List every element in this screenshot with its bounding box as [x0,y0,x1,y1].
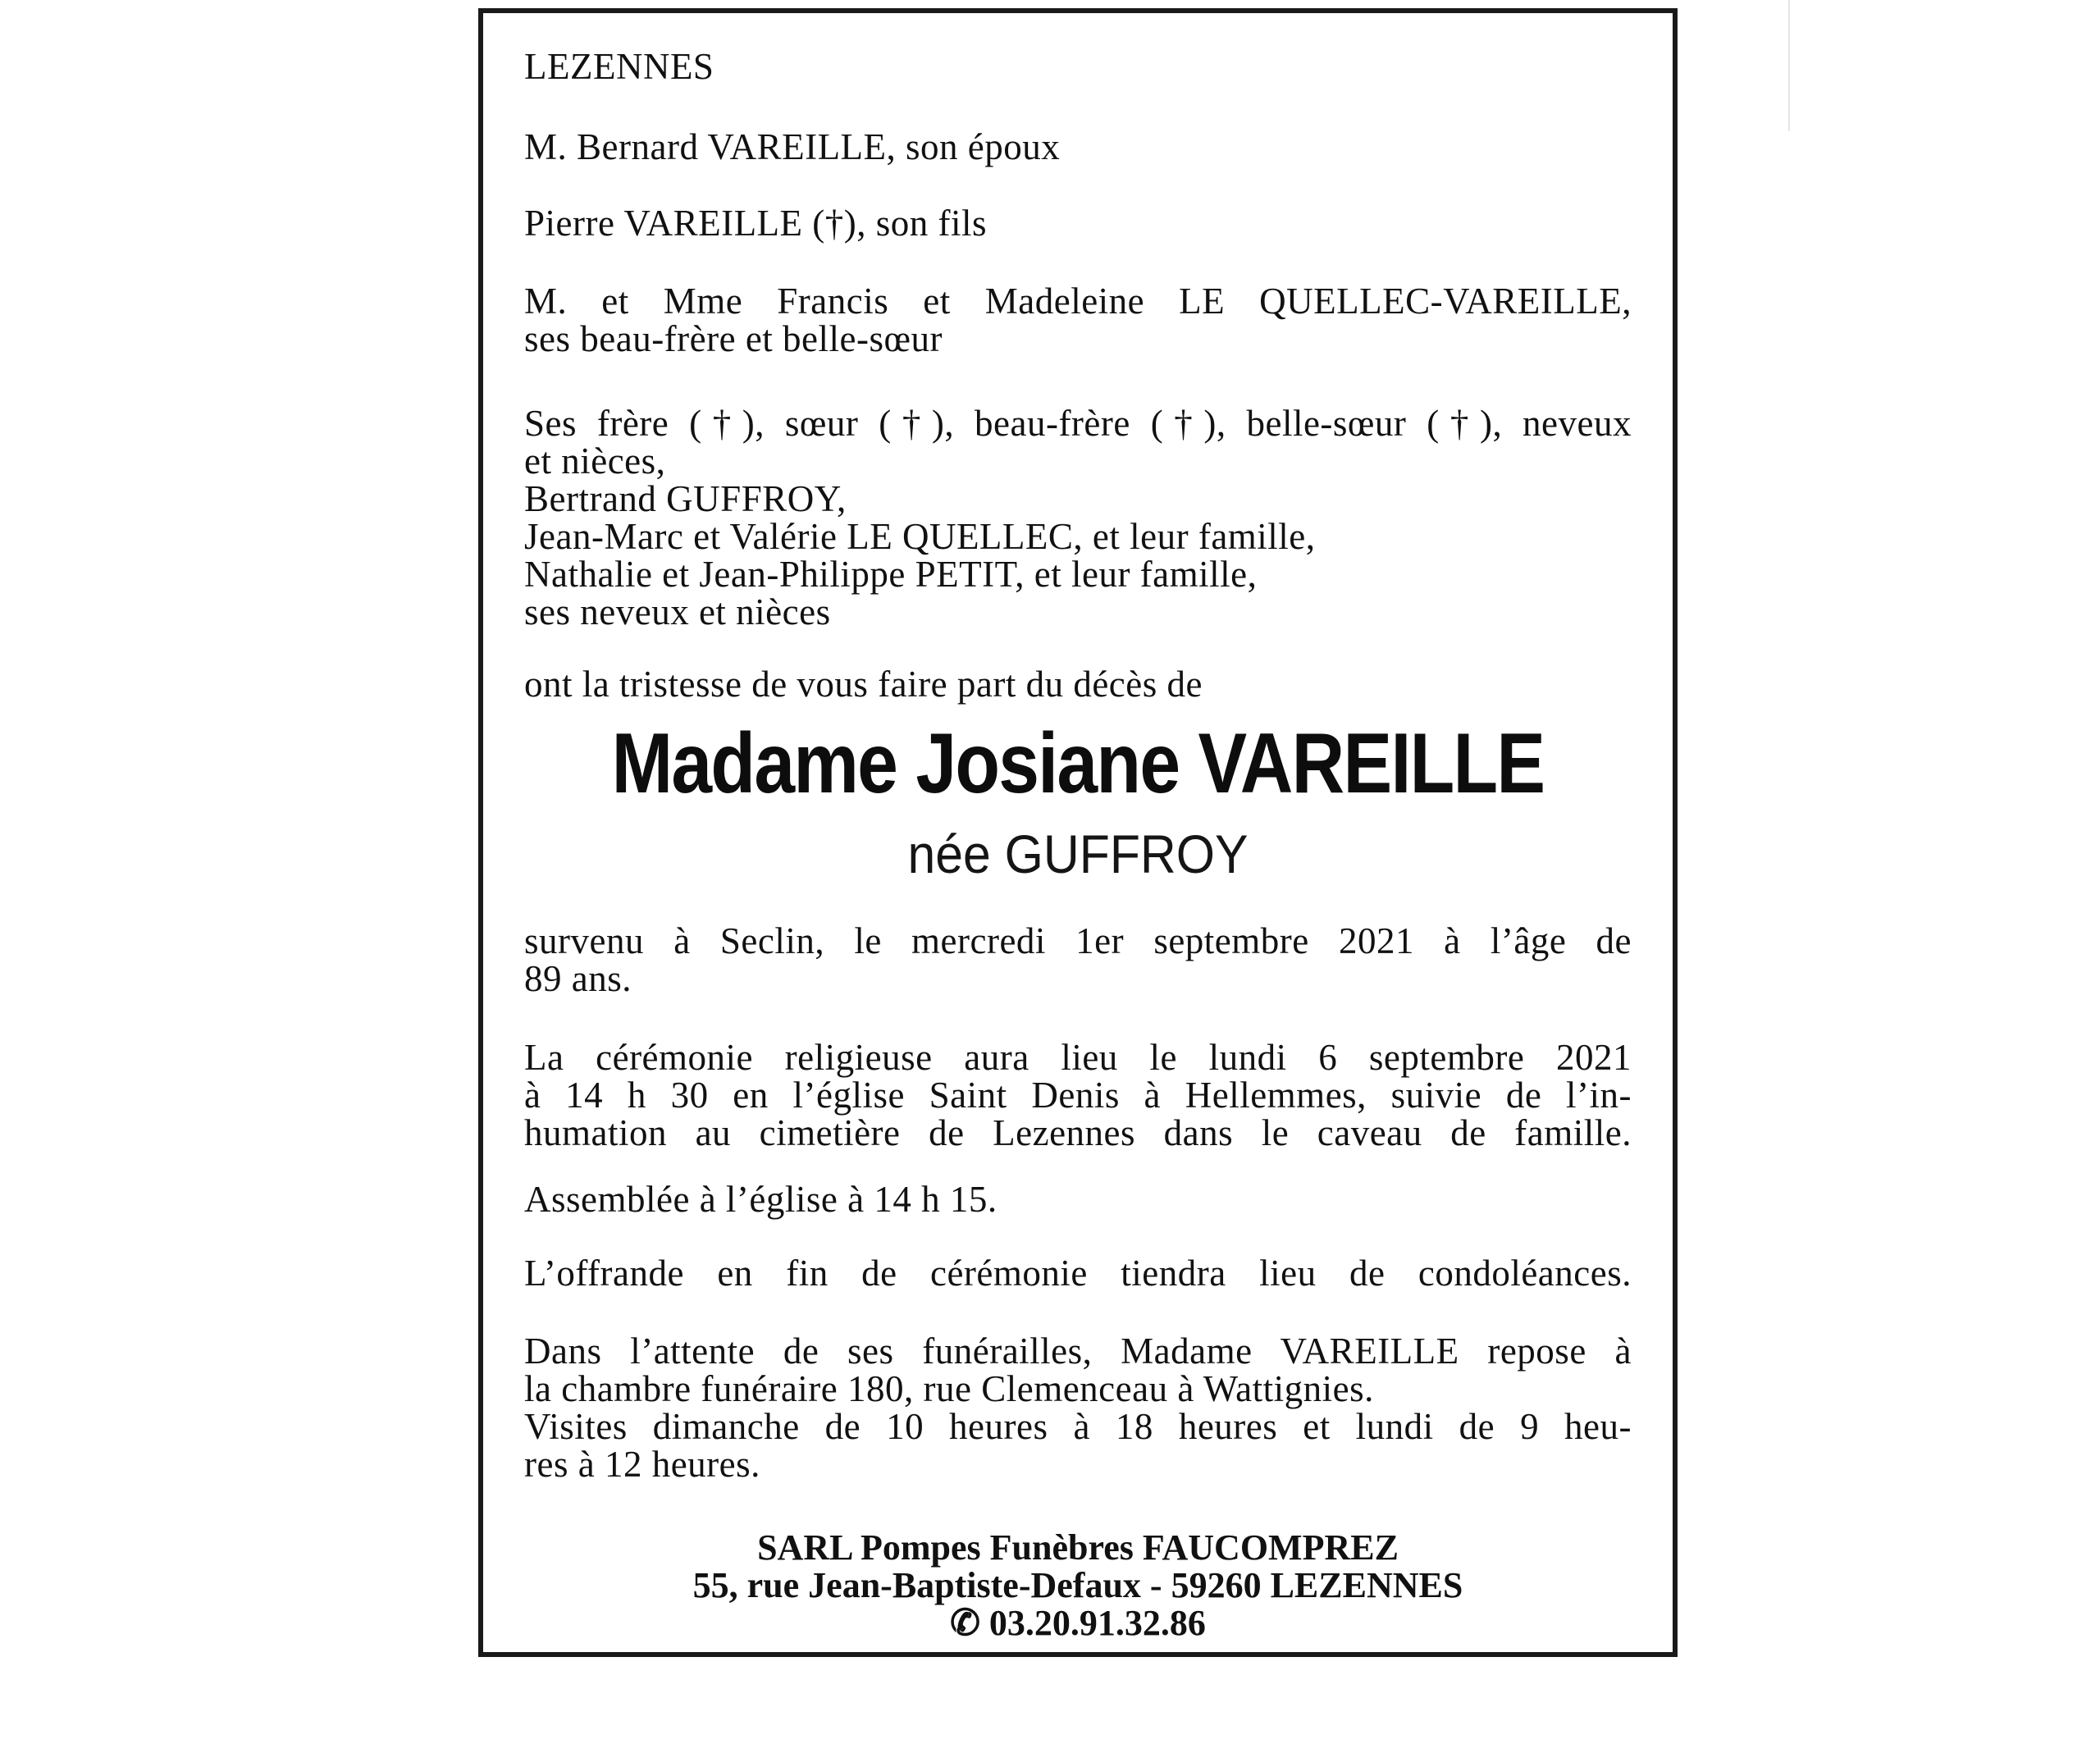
nephew-line-2: Jean-Marc et Valérie LE QUELLEC, et leur famille, [524,516,1316,557]
assembly-line: Assemblée à l’église à 14 h 15. [524,1179,998,1220]
family-block [524,404,1632,631]
husband-block [524,128,1632,166]
death-line-2: 89 ans. [524,958,632,999]
funeral-home-phone: ✆ 03.20.91.32.86 [950,1603,1206,1643]
scan-edge-line [1788,0,1790,131]
funeral-home-address: 55, rue Jean-Baptiste-Defaux - 59260 LEZENNES [692,1565,1463,1605]
funeral-home-footer [483,1529,1673,1642]
offering-line: L’offrande en fin de cérémonie tiendra lieu de condoléances. [524,1253,1632,1294]
siblings-line-2: et nièces, [524,440,666,482]
death-notice [478,8,1678,1657]
husband-line: M. Bernard VAREILLE, son époux [524,126,1061,167]
visit-line-1: Dans l’attente de ses funérailles, Madame VAREILLE repose à [524,1331,1632,1372]
death-details-block [524,922,1632,997]
town-block [524,48,1632,85]
nephew-line-3: Nathalie et Jean-Philippe PETIT, et leur famille, [524,554,1258,595]
town-name: LEZENNES [524,46,714,87]
maiden-name: née GUFFROY [907,824,1249,884]
funeral-home-name: SARL Pompes Funèbres FAUCOMPREZ [757,1527,1399,1568]
ceremony-line-1: La cérémonie religieuse aura lieu le lundi 6 septembre 2021 [524,1037,1632,1078]
death-line-1: survenu à Seclin, le mercredi 1er septembre 2021 à l’âge de [524,920,1632,961]
visit-line-4: res à 12 heures. [524,1444,760,1485]
announcement-line: ont la tristesse de vous faire part du décès de [524,664,1203,705]
ceremony-line-2: à 14 h 30 en l’église Saint Denis à Hellemmes, suivie de l’in- [524,1075,1632,1116]
nephew-line-1: Bertrand GUFFROY, [524,478,847,519]
offering-block [524,1254,1632,1292]
visit-line-2: la chambre funéraire 180, rue Clemenceau à Wattignies. [524,1368,1374,1409]
deceased-name: Madame Josiane VAREILLE [611,716,1545,811]
visits-block [524,1332,1632,1483]
son-block [524,204,1632,242]
ceremony-line-3: humation au cimetière de Lezennes dans le caveau de famille. [524,1112,1632,1153]
siblings-line-1: Ses frère (†), sœur (†), beau-frère (†), belle-sœur (†), neveux [524,403,1632,444]
visit-line-3: Visites dimanche de 10 heures à 18 heures et lundi de 9 heu- [524,1406,1632,1447]
son-line: Pierre VAREILLE (†), son fils [524,203,988,244]
ceremony-block [524,1038,1632,1152]
nephews-label: ses neveux et nièces [524,591,831,632]
assembly-block [524,1180,1632,1218]
inlaws-line-2: ses beau-frère et belle-sœur [524,318,943,359]
announcement-block [524,665,1632,703]
inlaws-line-1: M. et Mme Francis et Madeleine LE QUELLEC-VAREILLE, [524,281,1632,322]
inlaws-block [524,282,1632,358]
